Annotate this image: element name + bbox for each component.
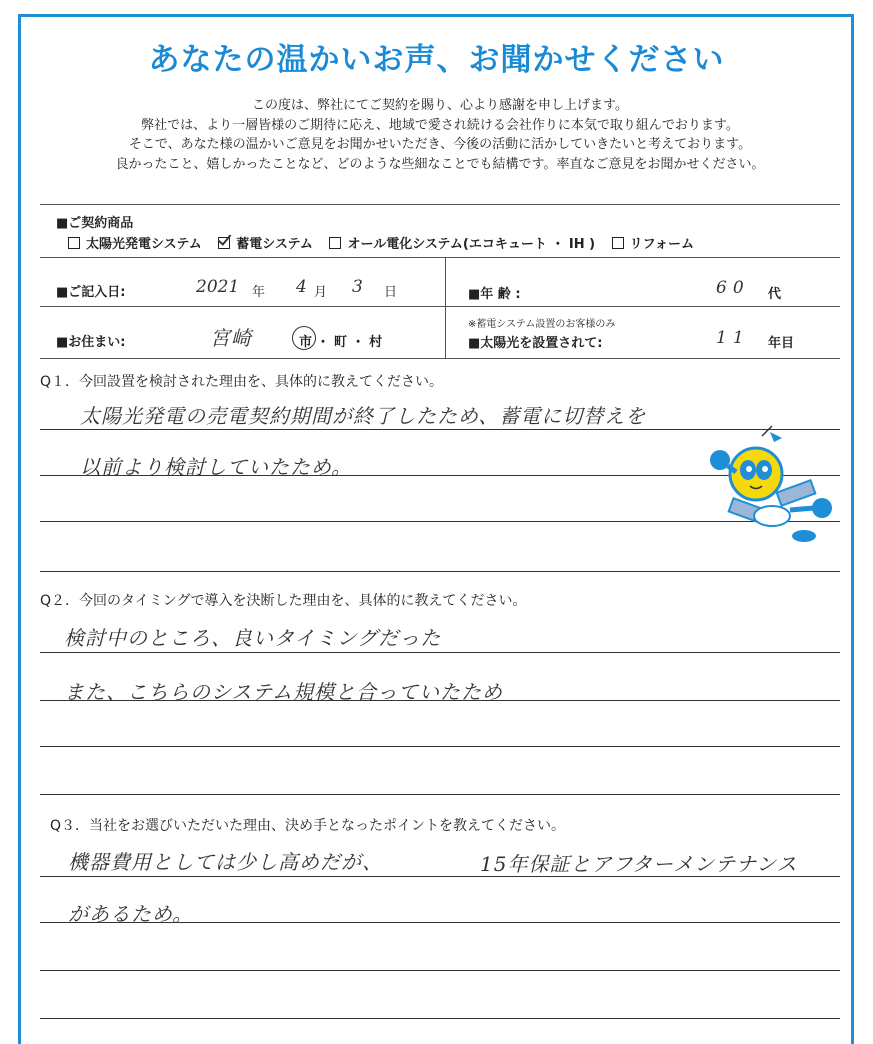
address-value[interactable]: 宮崎 [210, 326, 252, 350]
option-reform[interactable] [612, 237, 700, 252]
address-label: ■お住まい: [56, 335, 126, 350]
divider [40, 306, 840, 307]
answer-line [40, 571, 840, 572]
answer-1-line-2[interactable]: 以前より検討していたため。 [80, 455, 353, 479]
answer-3-line-3[interactable]: があるため。 [68, 902, 194, 926]
option-all-electric[interactable] [329, 237, 601, 252]
divider [40, 358, 840, 359]
contract-label: ■ご契約商品 [56, 216, 134, 231]
intro-text [60, 96, 820, 174]
selected-circle-icon [292, 326, 316, 350]
answer-line [40, 1018, 840, 1019]
checkbox-icon[interactable] [329, 237, 341, 249]
question-3: Q３．当社をお選びいただいた理由、決め手となったポイントを教えてください。 [50, 818, 566, 834]
date-day-value[interactable]: 3 [352, 277, 363, 297]
date-month-value[interactable]: 4 [296, 277, 307, 297]
checkbox-icon[interactable] [68, 237, 80, 249]
question-2: Q２．今回のタイミングで導入を決断した理由を、具体的に教えてください。 [40, 593, 527, 609]
date-day-unit: 日 [384, 285, 398, 300]
option-solar[interactable] [68, 237, 208, 252]
answer-line [40, 794, 840, 795]
divider [40, 204, 840, 205]
option-label: リフォーム [629, 237, 694, 252]
survey-title: あなたの温かいお声、お聞かせください [148, 42, 725, 78]
sun-mascot-illustration [700, 424, 840, 549]
option-storage[interactable] [218, 237, 319, 252]
solar-years-unit: 年目 [768, 336, 795, 351]
option-label: 蓄電システム [236, 237, 313, 252]
date-label: ■ご記入日: [56, 285, 126, 300]
answer-line [40, 970, 840, 971]
answer-2-line-2[interactable]: また、こちらのシステム規模と合っていたため [64, 680, 503, 704]
answer-line [40, 746, 840, 747]
solar-years-value[interactable]: 11 [716, 328, 750, 348]
answer-1-line-1[interactable]: 太陽光発電の売電契約期間が終了したため、蓄電に切替えを [80, 404, 647, 428]
age-value[interactable]: 60 [716, 278, 750, 298]
mascot-icon [710, 426, 832, 542]
answer-2-line-1[interactable]: 検討中のところ、良いタイミングだった [64, 626, 442, 650]
option-label: 太陽光発電システム [86, 237, 202, 252]
answer-3-line-1[interactable]: 機器費用としては少し高めだが、 [68, 850, 383, 874]
intro-line: そこで、あなた様の温かいご意見をお聞かせいただき、今後の活動に活かしていきたいと考えております。 [128, 137, 752, 152]
age-label: ■年 齢 : [468, 287, 521, 302]
answer-line [40, 652, 840, 653]
answer-3-line-2[interactable]: 15年保証とアフターメンテナンス [480, 852, 798, 876]
address-options: 市 ・ 町 ・ 村 [299, 335, 383, 350]
solar-note: ※蓄電システム設置のお客様のみ [468, 319, 616, 330]
age-unit: 代 [768, 287, 782, 302]
question-1: Q１．今回設置を検討された理由を、具体的に教えてください。 [40, 374, 444, 390]
contract-options [68, 233, 706, 252]
checkbox-icon[interactable] [612, 237, 624, 249]
checked-checkbox-icon[interactable] [218, 237, 230, 249]
option-label: オール電化システム(エコキュート ・ IH ) [347, 237, 596, 252]
intro-line: この度は、弊社にてご契約を賜り、心より感謝を申し上げます。 [252, 98, 628, 113]
intro-line: 良かったこと、嬉しかったことなど、どのような些細なことでも結構です。率直なご意見をお聞かせください。 [115, 156, 765, 172]
divider [445, 257, 446, 358]
date-month-unit: 月 [314, 285, 328, 300]
solar-years-label: ■太陽光を設置されて: [468, 336, 603, 351]
date-year-unit: 年 [252, 285, 266, 300]
divider [40, 257, 840, 258]
intro-line: 弊社では、より一層皆様のご期待に応え、地域で愛され続ける会社作りに本気で取り組んでおります。 [141, 117, 739, 133]
date-year-value[interactable]: 2021 [196, 277, 240, 297]
